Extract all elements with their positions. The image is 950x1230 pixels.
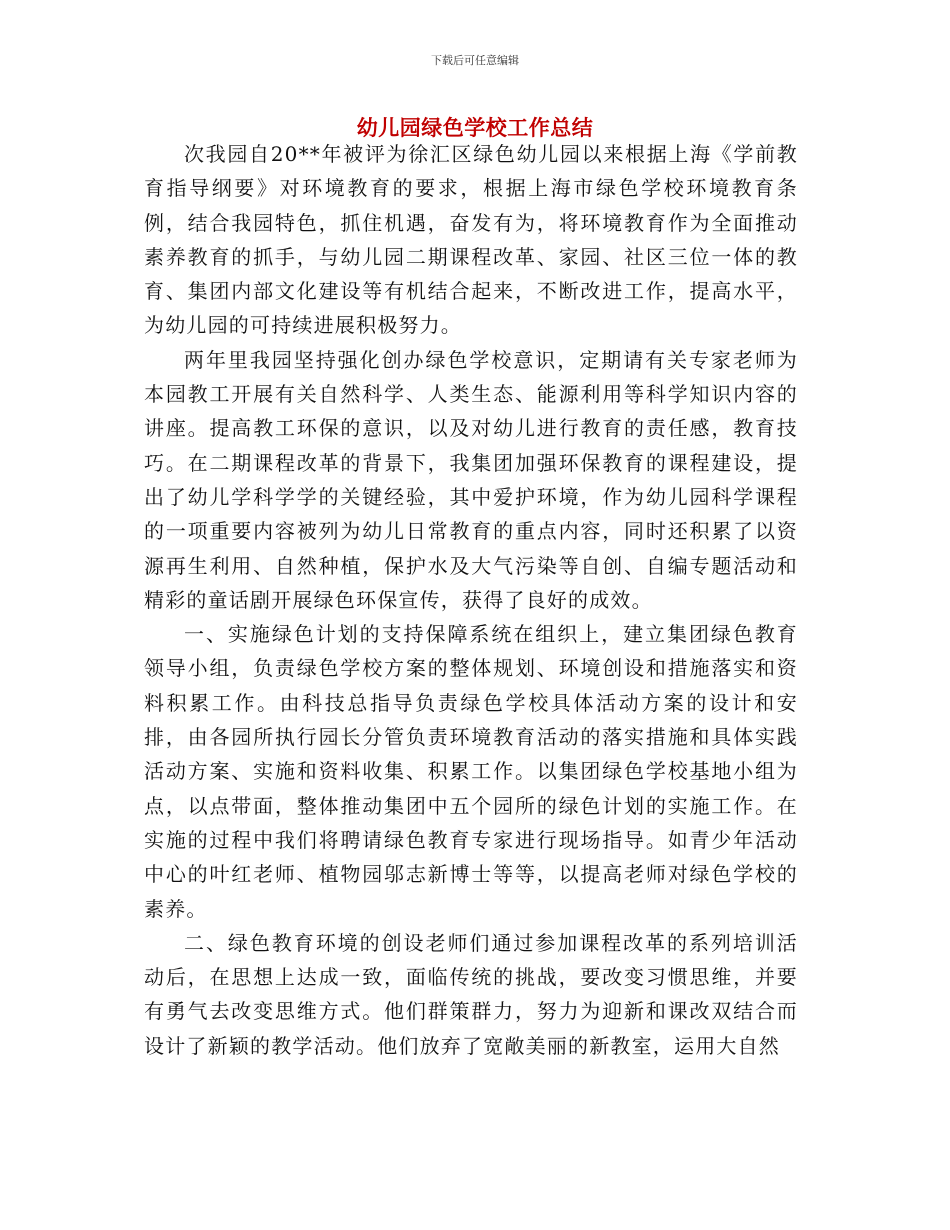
paragraph: 两年里我园坚持强化创办绿色学校意识，定期请有关专家老师为本园教工开展有关自然科学、人类生态、能源利用等科学知识内容的讲座。提高教工环保的意识，以及对幼儿进行教育的责任感，教育技巧。在二期课程改革的背景下，我集团加强环保教育的课程建设，提出了幼儿学科学学的关键经验，其中爱护环境，作为幼儿园科学课程的一项重要内容被列为幼儿日常教育的重点内容，同时还积累了以资源再生利用、自然种植，保护水及大气污染等自创、自编专题活动和精彩的童话剧开展绿色环保宣传，获得了良好的成效。 [144,347,798,612]
document-body [144,137,798,1063]
paragraph: 二、绿色教育环境的创设老师们通过参加课程改革的系列培训活动后，在思想上达成一致，面临传统的挑战，要改变习惯思维，并要有勇气去改变思维方式。他们群策群力，努力为迎新和课改双结合而设计了新颖的教学活动。他们放弃了宽敞美丽的新教室，运用大自然 [144,930,798,1058]
paragraph: 次我园自20**年被评为徐汇区绿色幼儿园以来根据上海《学前教育指导纲要》对环境教育的要求，根据上海市绿色学校环境教育条例，结合我园特色，抓住机遇，奋发有为，将环境教育作为全面推动素养教育的抓手，与幼儿园二期课程改革、家园、社区三位一体的教育、集团内部文化建设等有机结合起来，不断改进工作，提高水平，为幼儿园的可持续进展积极努力。 [144,142,798,338]
page-header: 下载后可任意编辑 [431,54,519,67]
paragraph: 一、实施绿色计划的支持保障系统在组织上，建立集团绿色教育领导小组，负责绿色学校方案的整体规划、环境创设和措施落实和资料积累工作。由科技总指导负责绿色学校具体活动方案的设计和安排，由各园所执行园长分管负责环境教育活动的落实措施和具体实践活动方案、实施和资料收集、积累工作。以集团绿色学校基地小组为点，以点带面，整体推动集团中五个园所的绿色计划的实施工作。在实施的过程中我们将聘请绿色教育专家进行现场指导。如青少年活动中心的叶红老师、植物园邬志新博士等等，以提高老师对绿色学校的素养。 [144,622,798,921]
document-title: 幼儿园绿色学校工作总结 [356,116,594,140]
